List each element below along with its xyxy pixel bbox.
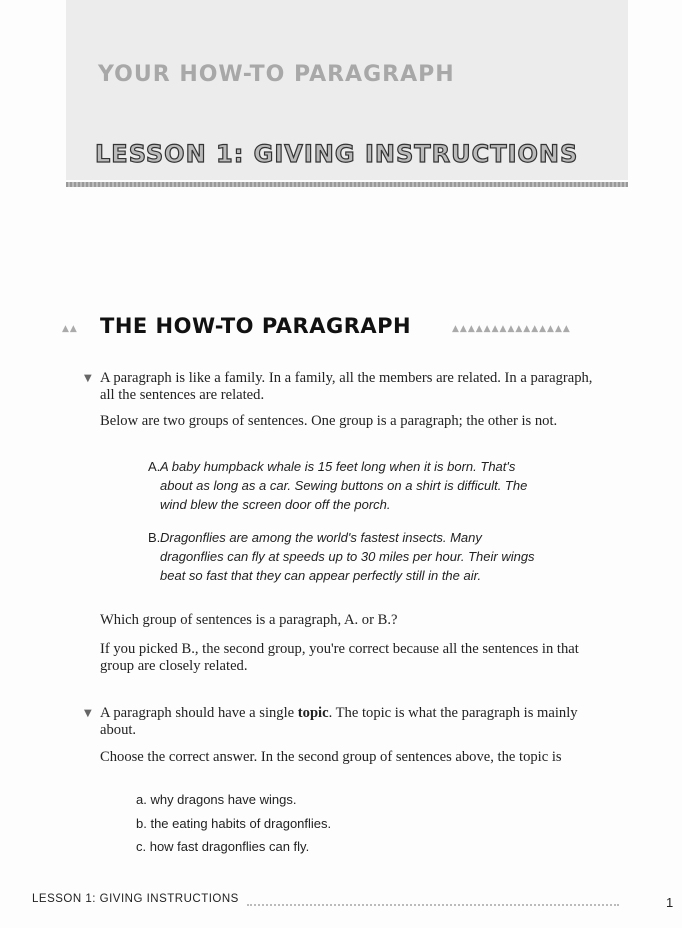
paragraph-3: Which group of sentences is a paragraph, A. or B.? bbox=[100, 612, 398, 628]
answer-option-a: a. why dragons have wings. bbox=[136, 792, 297, 807]
paragraph-6: Choose the correct answer. In the second group of sentences above, the topic is bbox=[100, 749, 562, 765]
triangle-ornament-right: ▲▲▲▲▲▲▲▲▲▲▲▲▲▲▲ bbox=[452, 324, 571, 334]
paragraph-5 bbox=[100, 705, 610, 739]
footer-dot-leader bbox=[247, 904, 619, 906]
page-number: 1 bbox=[666, 895, 674, 910]
section-heading: THE HOW-TO PARAGRAPH bbox=[100, 314, 412, 338]
answer-option-c: c. how fast dragonflies can fly. bbox=[136, 839, 310, 854]
triangle-ornament-left: ▲▲ bbox=[62, 324, 78, 334]
text: . The topic is what the paragraph is mainly about. bbox=[100, 705, 578, 738]
example-a-label: A. bbox=[148, 459, 161, 474]
example-a-text: A baby humpback whale is 15 feet long when it is born. That's about as long as a car. Sewing buttons on a shirt is difficult. The wind blew the screen door off the porch. bbox=[160, 459, 528, 512]
paragraph-4: If you picked B., the second group, you're correct because all the sentences in that group are closely related. bbox=[100, 641, 579, 674]
footer-label: LESSON 1: GIVING INSTRUCTIONS bbox=[32, 893, 239, 905]
bullet-triangle-icon: ▼ bbox=[84, 373, 92, 384]
example-b bbox=[148, 528, 548, 585]
bullet-triangle-icon: ▼ bbox=[84, 708, 92, 719]
topic-term: topic bbox=[297, 705, 329, 721]
unit-subtitle: YOUR HOW-TO PARAGRAPH bbox=[98, 62, 455, 87]
example-b-label: B. bbox=[148, 530, 161, 545]
paragraph-1: A paragraph is like a family. In a family, all the members are related. In a paragraph, all the sentences are related. bbox=[100, 370, 593, 403]
text: A paragraph should have a single bbox=[100, 705, 298, 721]
lesson-title: LESSON 1: GIVING INSTRUCTIONS bbox=[95, 140, 579, 168]
example-b-text: Dragonflies are among the world's fastest insects. Many dragonflies can fly at speeds up to 30 miles per hour. Their wings beat so fast that they can appear perfectly still in the air. bbox=[160, 530, 535, 583]
header-rule bbox=[66, 182, 628, 187]
answer-option-b: b. the eating habits of dragonflies. bbox=[136, 816, 332, 831]
paragraph-2: Below are two groups of sentences. One group is a paragraph; the other is not. bbox=[100, 413, 558, 429]
example-a bbox=[148, 457, 548, 514]
